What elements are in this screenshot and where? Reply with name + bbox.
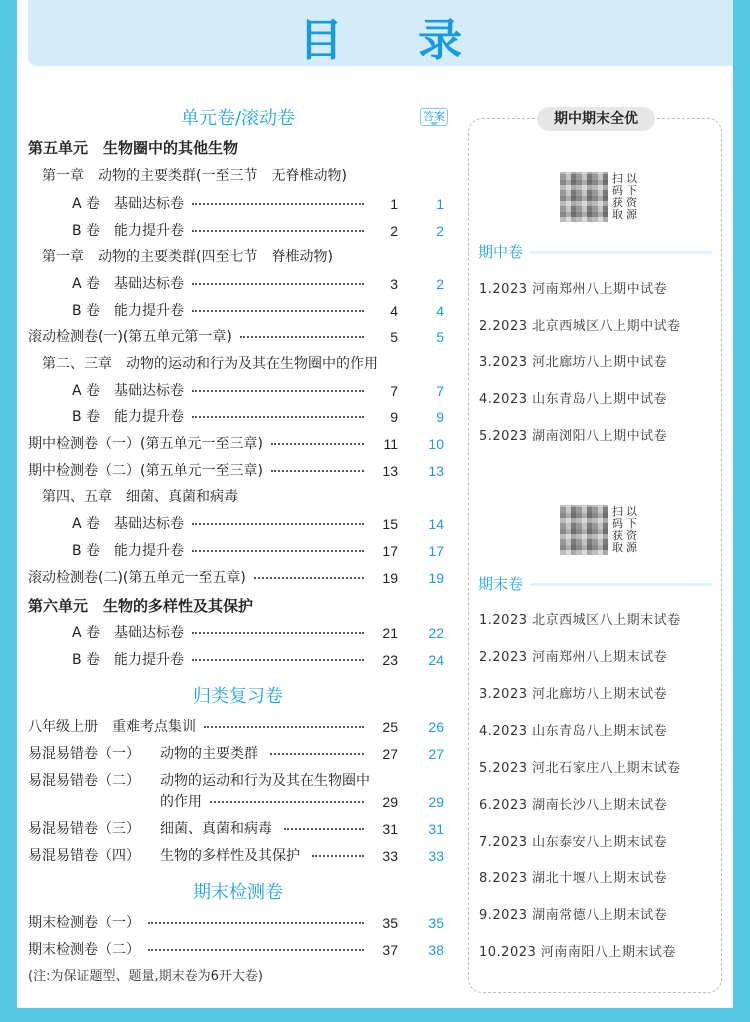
entry-label: 易混易错卷（二） <box>28 773 140 789</box>
leader-dots <box>192 230 364 232</box>
final-resource-item[interactable]: 9.2023 湖南常德八上期末试卷 <box>479 908 668 923</box>
leader-dots <box>192 659 364 661</box>
entry-label: 第四、五章 细菌、真菌和病毒 <box>42 489 238 505</box>
leader-dots <box>192 390 364 392</box>
page-number: 13 <box>382 463 398 479</box>
entry-label: 易混易错卷（一） <box>28 746 140 762</box>
toc-entry[interactable] <box>72 220 398 242</box>
answer-page-number: 1 <box>436 196 444 212</box>
entry-subtitle: 细菌、真菌和病毒 <box>160 821 272 837</box>
answer-page-number: 2 <box>436 223 444 239</box>
final-resource-item[interactable]: 1.2023 北京西城区八上期末试卷 <box>479 613 681 628</box>
section-heading: 期末检测卷 <box>193 882 283 903</box>
entry-label: 滚动检测卷(二)(第五单元一至五章) <box>28 570 246 586</box>
leader-dots <box>204 726 364 728</box>
page-number: 23 <box>382 652 398 668</box>
entry-label: 第五单元 生物圈中的其他生物 <box>28 139 239 157</box>
qr-code <box>560 505 608 555</box>
entry-label: A 卷 基础达标卷 <box>72 383 185 399</box>
page-number: 33 <box>382 848 398 864</box>
entry-label: B 卷 能力提升卷 <box>72 303 185 319</box>
page-number: 2 <box>390 223 398 239</box>
toc-entry[interactable] <box>28 460 398 482</box>
entry-label: 易混易错卷（四） <box>28 848 140 864</box>
entry-subtitle: 生物的多样性及其保护 <box>160 848 300 864</box>
toc-entry[interactable] <box>72 193 398 215</box>
leader-dots <box>271 443 364 445</box>
answer-page-number: 31 <box>428 821 444 837</box>
page-number: 9 <box>390 409 398 425</box>
toc-entry[interactable] <box>72 622 398 644</box>
entry-label: 期中检测卷（二）(第五单元一至三章) <box>28 463 263 479</box>
section-divider <box>530 583 712 586</box>
answer-page-number: 9 <box>436 409 444 425</box>
answer-page-number: 2 <box>436 276 444 292</box>
entry-label: 第二、三章 动物的运动和行为及其在生物圈中的作用 <box>42 356 378 372</box>
final-resource-item[interactable]: 5.2023 河北石家庄八上期末试卷 <box>479 761 681 776</box>
page-number: 37 <box>382 942 398 958</box>
page-title: 目 录 <box>298 15 493 66</box>
leader-dots <box>192 550 364 552</box>
qr-caption: 扫码获取 <box>612 172 623 221</box>
answer-page-number: 17 <box>428 543 444 559</box>
entry-label: 期末检测卷（一） <box>28 915 140 931</box>
leader-dots <box>270 753 364 755</box>
chapter-heading <box>42 165 462 187</box>
final-resource-item[interactable]: 4.2023 山东青岛八上期末试卷 <box>479 724 668 739</box>
midterm-resource-item[interactable]: 1.2023 河南郑州八上期中试卷 <box>479 282 668 297</box>
entry-label: B 卷 能力提升卷 <box>72 652 185 668</box>
leader-dots <box>240 336 364 338</box>
entry-label: 第一章 动物的主要类群(一至三节 无脊椎动物) <box>42 168 347 184</box>
entry-label: B 卷 能力提升卷 <box>72 409 185 425</box>
toc-entry[interactable] <box>28 716 398 738</box>
final-resource-item[interactable]: 2.2023 河南郑州八上期末试卷 <box>479 650 668 665</box>
toc-entry[interactable] <box>72 649 398 671</box>
section-divider <box>530 251 712 254</box>
unit-heading <box>28 137 448 159</box>
entry-label: 易混易错卷（三） <box>28 821 140 837</box>
leader-dots <box>192 416 364 418</box>
toc-entry[interactable] <box>28 743 398 765</box>
entry-label: A 卷 基础达标卷 <box>72 196 185 212</box>
answer-page-number: 29 <box>428 794 444 810</box>
leader-dots <box>192 203 364 205</box>
toc-entry[interactable] <box>72 300 398 322</box>
qr-caption: 以下资源 <box>626 172 637 221</box>
entry-label: 第一章 动物的主要类群(四至七节 脊椎动物) <box>42 249 333 265</box>
toc-entry-continued[interactable] <box>160 791 398 813</box>
header-banner <box>28 0 733 66</box>
toc-entry[interactable] <box>28 326 398 348</box>
entry-subtitle: 动物的主要类群 <box>160 746 258 762</box>
leader-dots <box>210 801 364 803</box>
entry-subtitle: 动物的运动和行为及其在生物圈中 <box>160 773 370 789</box>
section-heading: 归类复习卷 <box>193 686 283 707</box>
entry-label: 期末检测卷（二） <box>28 942 140 958</box>
toc-entry[interactable] <box>28 567 398 589</box>
toc-entry[interactable] <box>28 818 398 840</box>
leader-dots <box>192 310 364 312</box>
entry-label: A 卷 基础达标卷 <box>72 516 185 532</box>
page-number: 25 <box>382 719 398 735</box>
leader-dots <box>148 922 364 924</box>
toc-entry[interactable] <box>28 939 398 961</box>
page-number: 19 <box>382 570 398 586</box>
page-number: 7 <box>390 383 398 399</box>
answer-page-number: 13 <box>428 463 444 479</box>
entry-label: 期中检测卷（一）(第五单元一至三章) <box>28 436 263 452</box>
midterm-resource-item[interactable]: 4.2023 山东青岛八上期中试卷 <box>479 392 668 407</box>
chapter-heading <box>42 486 462 508</box>
answer-page-number: 10 <box>428 436 444 452</box>
answer-page-number: 26 <box>428 719 444 735</box>
entry-label: 第六单元 生物的多样性及其保护 <box>28 597 254 615</box>
toc-entry[interactable] <box>28 912 398 934</box>
chapter-heading <box>42 246 462 268</box>
toc-entry[interactable] <box>28 433 398 455</box>
final-resource-item[interactable]: 7.2023 山东泰安八上期末试卷 <box>479 835 668 850</box>
toc-entry[interactable] <box>72 513 398 535</box>
midterm-section-title: 期中卷 <box>478 243 524 261</box>
page-number: 35 <box>382 915 398 931</box>
final-resource-item[interactable]: 6.2023 湖南长沙八上期末试卷 <box>479 798 668 813</box>
leader-dots <box>192 283 364 285</box>
page-number: 27 <box>382 746 398 762</box>
toc-entry[interactable] <box>72 540 398 562</box>
entry-label: A 卷 基础达标卷 <box>72 625 185 641</box>
answer-page-number: 27 <box>428 746 444 762</box>
toc-entry[interactable] <box>72 273 398 295</box>
page-number: 4 <box>390 303 398 319</box>
toc-entry[interactable] <box>28 845 398 867</box>
final-section-title: 期末卷 <box>478 575 524 593</box>
answer-column-badge: 答案 <box>420 108 448 126</box>
answer-page-number: 35 <box>428 915 444 931</box>
page-number: 5 <box>390 329 398 345</box>
entry-label: B 卷 能力提升卷 <box>72 223 185 239</box>
answer-page-number: 7 <box>436 383 444 399</box>
answer-page-number: 24 <box>428 652 444 668</box>
leader-dots <box>284 828 364 830</box>
leader-dots <box>148 949 364 951</box>
page-number: 15 <box>382 516 398 532</box>
toc-entry[interactable] <box>72 406 398 428</box>
unit-heading <box>28 595 448 617</box>
final-resource-item[interactable]: 8.2023 湖北十堰八上期末试卷 <box>479 871 668 886</box>
answer-page-number: 14 <box>428 516 444 532</box>
entry-label: A 卷 基础达标卷 <box>72 276 185 292</box>
midterm-resource-item[interactable]: 5.2023 湖南浏阳八上期中试卷 <box>479 429 668 444</box>
chapter-heading <box>42 353 462 375</box>
section-heading: 单元卷/滚动卷 <box>180 108 296 129</box>
midterm-resource-item[interactable]: 3.2023 河北廊坊八上期中试卷 <box>479 355 668 370</box>
entry-subtitle-continued: 的作用 <box>160 794 202 810</box>
answer-page-number: 38 <box>428 942 444 958</box>
midterm-resource-item[interactable]: 2.2023 北京西城区八上期中试卷 <box>479 319 681 334</box>
entry-label: B 卷 能力提升卷 <box>72 543 185 559</box>
answer-page-number: 5 <box>436 329 444 345</box>
page-number: 31 <box>382 821 398 837</box>
toc-entry[interactable] <box>72 380 398 402</box>
leader-dots <box>271 470 364 472</box>
qr-code <box>560 172 608 222</box>
entry-label: 滚动检测卷(一)(第五单元第一章) <box>28 329 232 345</box>
page-number: 3 <box>390 276 398 292</box>
qr-caption: 以下资源 <box>626 505 637 554</box>
qr-caption: 扫码获取 <box>612 505 623 554</box>
leader-dots <box>192 632 364 634</box>
answer-page-number: 19 <box>428 570 444 586</box>
page-number: 1 <box>390 196 398 212</box>
entry-label: (注:为保证题型、题量,期末卷为6开大卷) <box>28 969 263 984</box>
page-number: 29 <box>382 794 398 810</box>
answer-page-number: 33 <box>428 848 444 864</box>
leader-dots <box>192 523 364 525</box>
answer-page-number: 4 <box>436 303 444 319</box>
leader-dots <box>254 577 364 579</box>
answer-page-number: 22 <box>428 625 444 641</box>
page-number: 17 <box>382 543 398 559</box>
final-resource-item[interactable]: 10.2023 河南南阳八上期末试卷 <box>479 945 676 960</box>
final-resource-item[interactable]: 3.2023 河北廊坊八上期末试卷 <box>479 687 668 702</box>
leader-dots <box>312 855 364 857</box>
page-number: 21 <box>382 625 398 641</box>
toc-entry[interactable] <box>28 770 408 792</box>
entry-label: 八年级上册 重难考点集训 <box>28 719 196 735</box>
footnote <box>28 966 448 988</box>
panel-badge: 期中期末全优 <box>537 107 655 131</box>
page-number: 11 <box>383 436 398 452</box>
